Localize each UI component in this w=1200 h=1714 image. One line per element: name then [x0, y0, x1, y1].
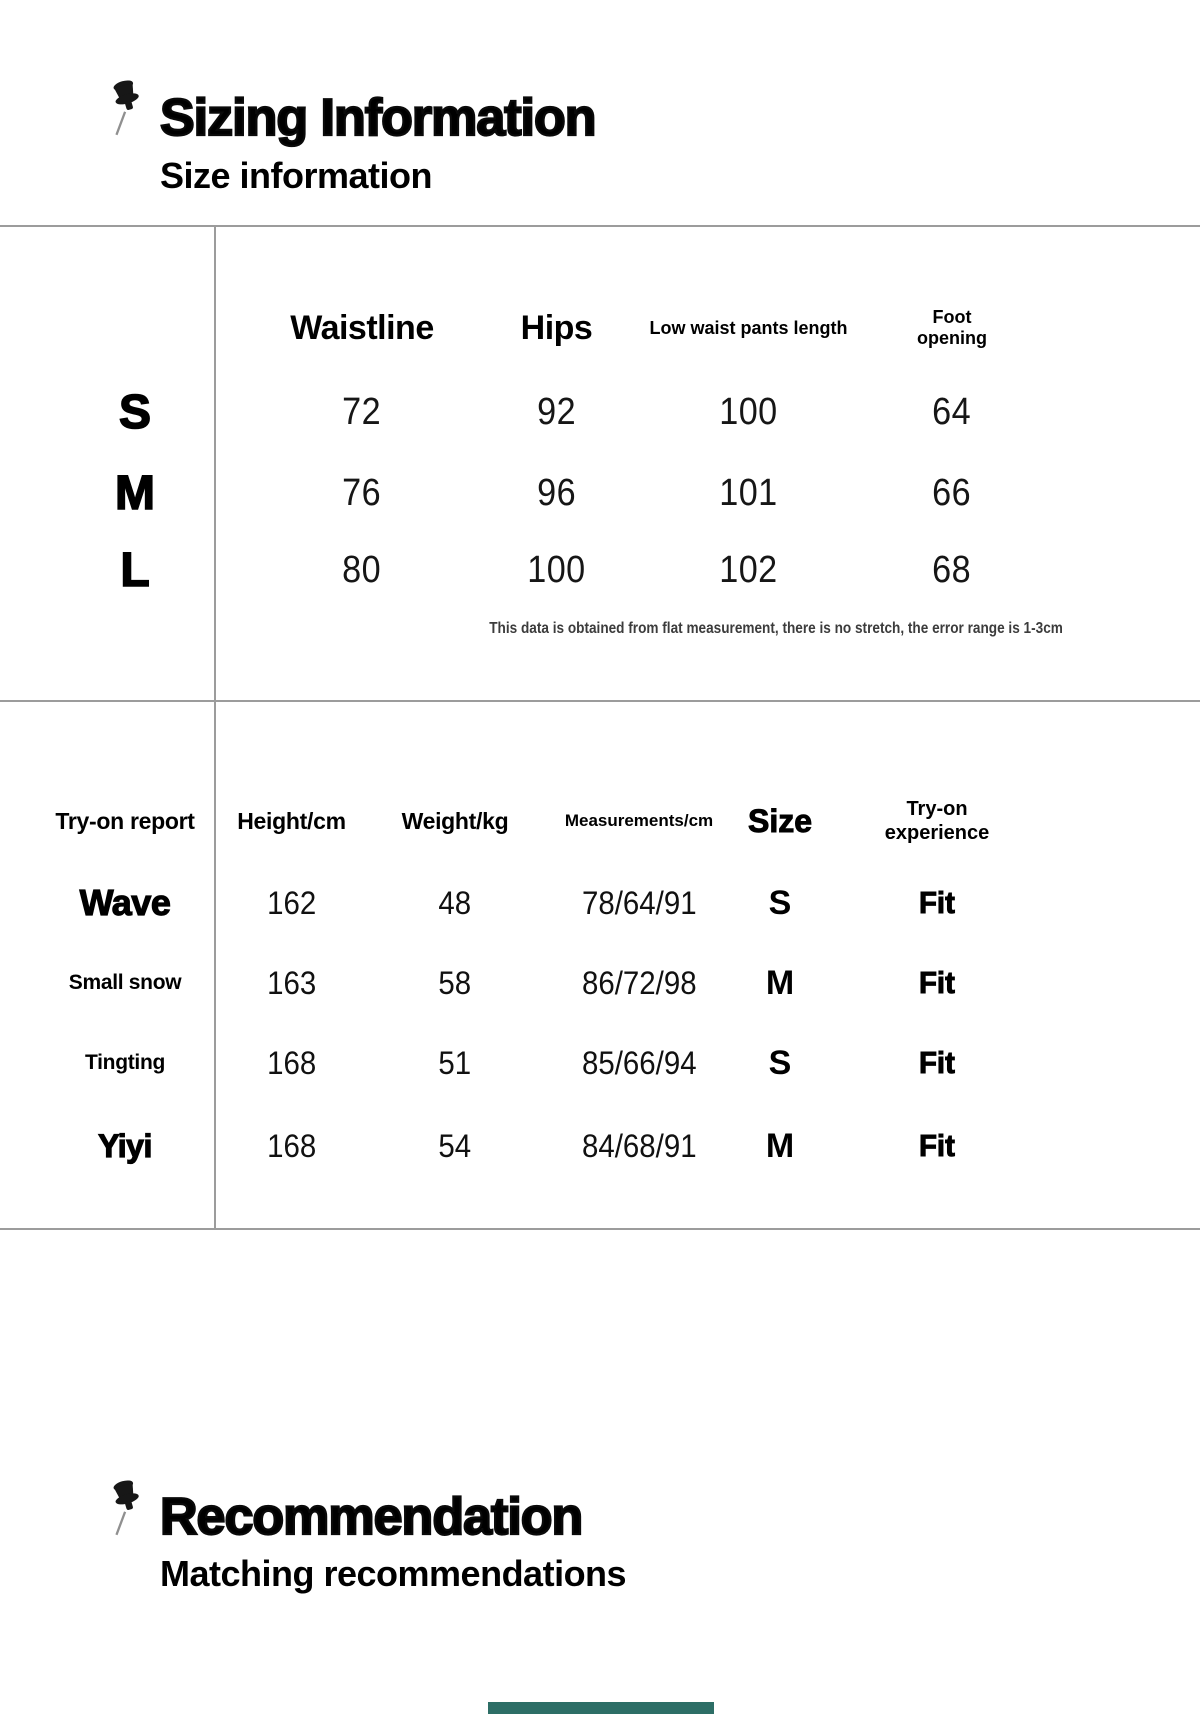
- waistline-value: 72: [342, 390, 382, 433]
- size-value: S: [768, 883, 792, 922]
- divider: [0, 700, 1200, 702]
- foot-opening-value: 68: [932, 548, 972, 591]
- page-title: Sizing Information: [160, 89, 596, 147]
- measurement-note: This data is obtained from flat measurement, there is no stretch, the error range is 1-3cm: [489, 620, 1063, 637]
- waistline-value: 80: [342, 548, 382, 591]
- size-value: S: [768, 1043, 792, 1082]
- waistline-value: 76: [342, 471, 382, 514]
- experience-value: Fit: [919, 965, 955, 1000]
- pants-length-value: 102: [719, 548, 778, 591]
- model-name: Wave: [79, 882, 171, 923]
- model-name: Yiyi: [98, 1127, 152, 1164]
- column-header-size: Size: [747, 802, 813, 839]
- column-header-hips: Hips: [520, 308, 593, 347]
- page-subtitle: Size information: [160, 155, 433, 196]
- pushpin-icon: [104, 1476, 150, 1540]
- size-value: M: [765, 1126, 795, 1165]
- column-header-tryon-report: Try-on report: [55, 807, 195, 834]
- tryon-table-header: [0, 785, 1051, 857]
- pants-length-value: 101: [719, 471, 778, 514]
- size-label: S: [118, 385, 151, 439]
- size-value: M: [765, 963, 795, 1002]
- column-header-weight: Weight/kg: [401, 807, 509, 834]
- measurements-value: 86/72/98: [581, 964, 697, 1001]
- experience-value: Fit: [919, 1128, 955, 1163]
- measurements-value: 85/66/94: [581, 1044, 697, 1081]
- recommendation-subtitle: Matching recommendations: [160, 1553, 627, 1594]
- weight-value: 48: [438, 884, 472, 921]
- recommendation-title: Recommendation: [160, 1488, 583, 1546]
- column-header-pants-length: Low waist pants length: [649, 317, 848, 338]
- experience-value: Fit: [919, 885, 955, 920]
- column-header-height: Height/cm: [237, 807, 346, 834]
- hips-value: 92: [537, 390, 576, 433]
- foot-opening-value: 66: [932, 471, 972, 514]
- height-value: 162: [266, 884, 317, 921]
- model-name: Small snow: [68, 971, 182, 994]
- height-value: 168: [266, 1127, 317, 1164]
- table-row: [0, 948, 1051, 1018]
- weight-value: 51: [438, 1044, 472, 1081]
- column-header-foot-opening: Foot opening: [917, 306, 987, 348]
- height-value: 168: [266, 1044, 317, 1081]
- divider: [0, 225, 1200, 227]
- table-row: [0, 1111, 1051, 1181]
- table-row: [0, 455, 1010, 531]
- size-label: M: [115, 466, 155, 520]
- measurements-value: 78/64/91: [581, 884, 697, 921]
- measurements-value: 84/68/91: [581, 1127, 697, 1164]
- foot-opening-value: 64: [932, 390, 972, 433]
- table-row: [0, 1028, 1051, 1098]
- size-table-header: [0, 290, 1010, 366]
- table-row: [0, 374, 1010, 450]
- next-image-edge-strip: [488, 1702, 714, 1714]
- weight-value: 54: [438, 1127, 472, 1164]
- table-row: [0, 868, 1051, 938]
- size-label: L: [120, 543, 150, 597]
- pushpin-icon: [104, 76, 150, 140]
- hips-value: 100: [527, 548, 586, 591]
- hips-value: 96: [537, 471, 576, 514]
- weight-value: 58: [438, 964, 472, 1001]
- experience-value: Fit: [919, 1045, 955, 1080]
- pants-length-value: 100: [719, 390, 778, 433]
- column-header-waistline: Waistline: [290, 308, 434, 347]
- height-value: 163: [266, 964, 317, 1001]
- column-header-measurements: Measurements/cm: [564, 811, 714, 830]
- table-row: [0, 532, 1010, 608]
- divider: [0, 1228, 1200, 1230]
- column-header-experience: Try-on experience: [884, 798, 990, 844]
- model-name: Tingting: [84, 1051, 166, 1074]
